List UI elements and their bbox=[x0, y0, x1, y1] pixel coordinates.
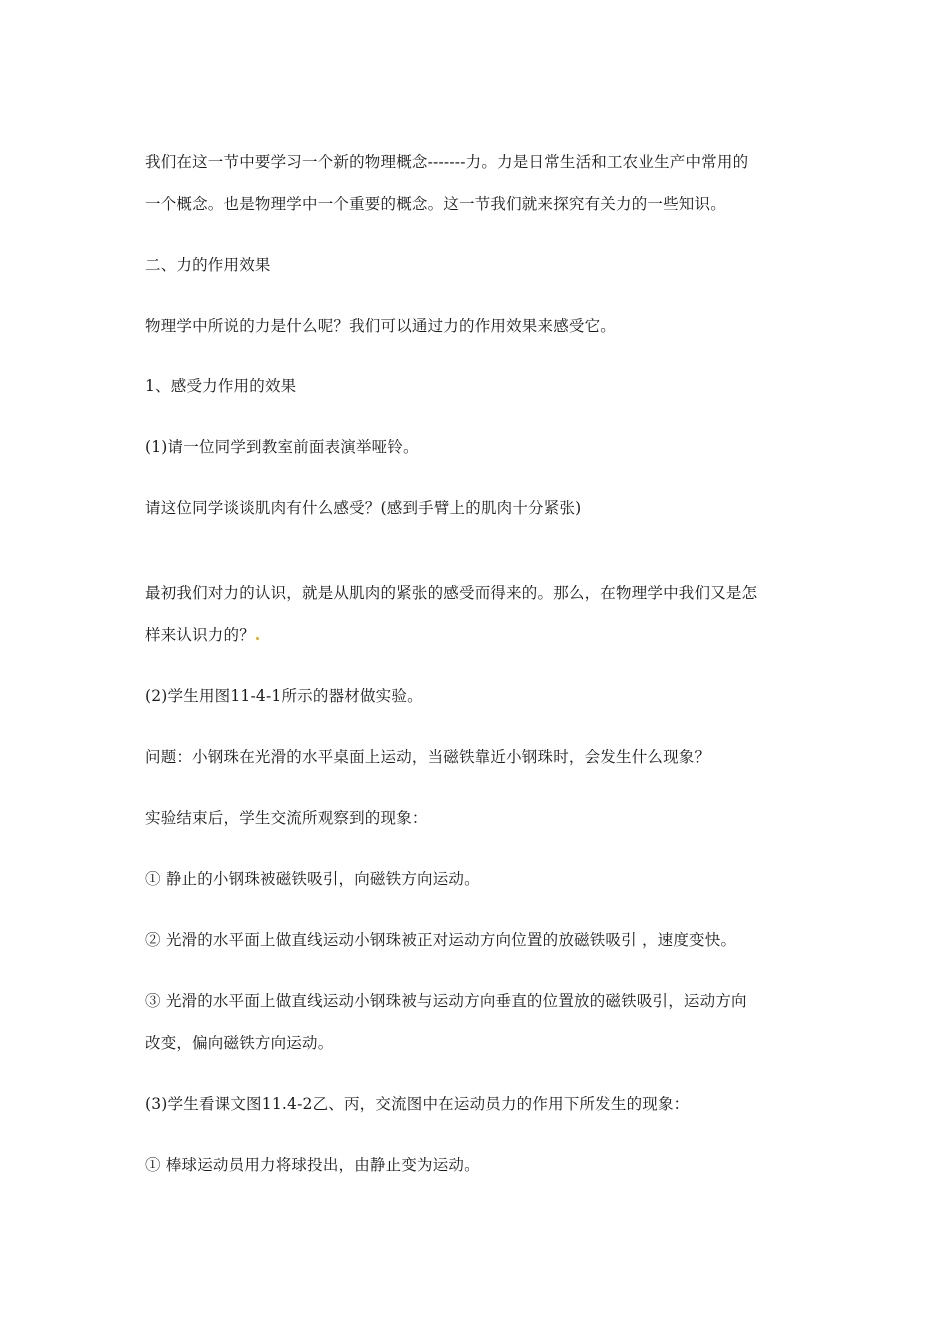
paragraph-question: 物理学中所说的力是什么呢？我们可以通过力的作用效果来感受它。 bbox=[145, 317, 617, 335]
paragraph-recognition-line-2 bbox=[145, 625, 259, 645]
step-1-question: 请这位同学谈谈肌肉有什么感受？(感到手臂上的肌肉十分紧张) bbox=[145, 499, 582, 517]
observation-3-line-1: ③ 光滑的水平面上做直线运动小钢珠被与运动方向垂直的位置放的磁铁吸引，运动方向 bbox=[145, 992, 747, 1010]
step-2-question: 问题：小钢珠在光滑的水平桌面上运动，当磁铁靠近小钢珠时，会发生什么现象？ bbox=[145, 748, 711, 766]
observation-3-line-2: 改变，偏向磁铁方向运动。 bbox=[145, 1034, 334, 1052]
paragraph-recognition-line-1: 最初我们对力的认识，就是从肌肉的紧张的感受而得来的。那么，在物理学中我们又是怎 bbox=[145, 584, 758, 602]
step-3: (3)学生看课文图11.4-2乙、丙，交流图中在运动员力的作用下所发生的现象： bbox=[145, 1095, 690, 1113]
step-3-observation-1: ① 棒球运动员用力将球投出，由静止变为运动。 bbox=[145, 1156, 480, 1174]
section-heading: 二、力的作用效果 bbox=[145, 256, 271, 274]
observation-2: ② 光滑的水平面上做直线运动小钢珠被正对运动方向位置的放磁铁吸引 ，速度变快。 bbox=[145, 931, 737, 949]
step-2-observation-intro: 实验结束后，学生交流所观察到的现象： bbox=[145, 809, 428, 827]
observation-1: ① 静止的小钢珠被磁铁吸引，向磁铁方向运动。 bbox=[145, 870, 480, 888]
marker-dot bbox=[256, 637, 259, 640]
paragraph-intro-line-2: 一个概念。也是物理学中一个重要的概念。这一节我们就来探究有关力的一些知识。 bbox=[145, 195, 726, 213]
paragraph-intro-line-1: 我们在这一节中要学习一个新的物理概念-------力。力是日常生活和工农业生产中常用的 bbox=[145, 153, 749, 171]
subsection-heading: 1、感受力作用的效果 bbox=[145, 377, 297, 395]
paragraph-recognition-line-2-text: 样来认识力的？ bbox=[145, 626, 255, 644]
step-2: (2)学生用图11-4-1所示的器材做实验。 bbox=[145, 687, 423, 705]
step-1: (1)请一位同学到教室前面表演举哑铃。 bbox=[145, 438, 419, 456]
